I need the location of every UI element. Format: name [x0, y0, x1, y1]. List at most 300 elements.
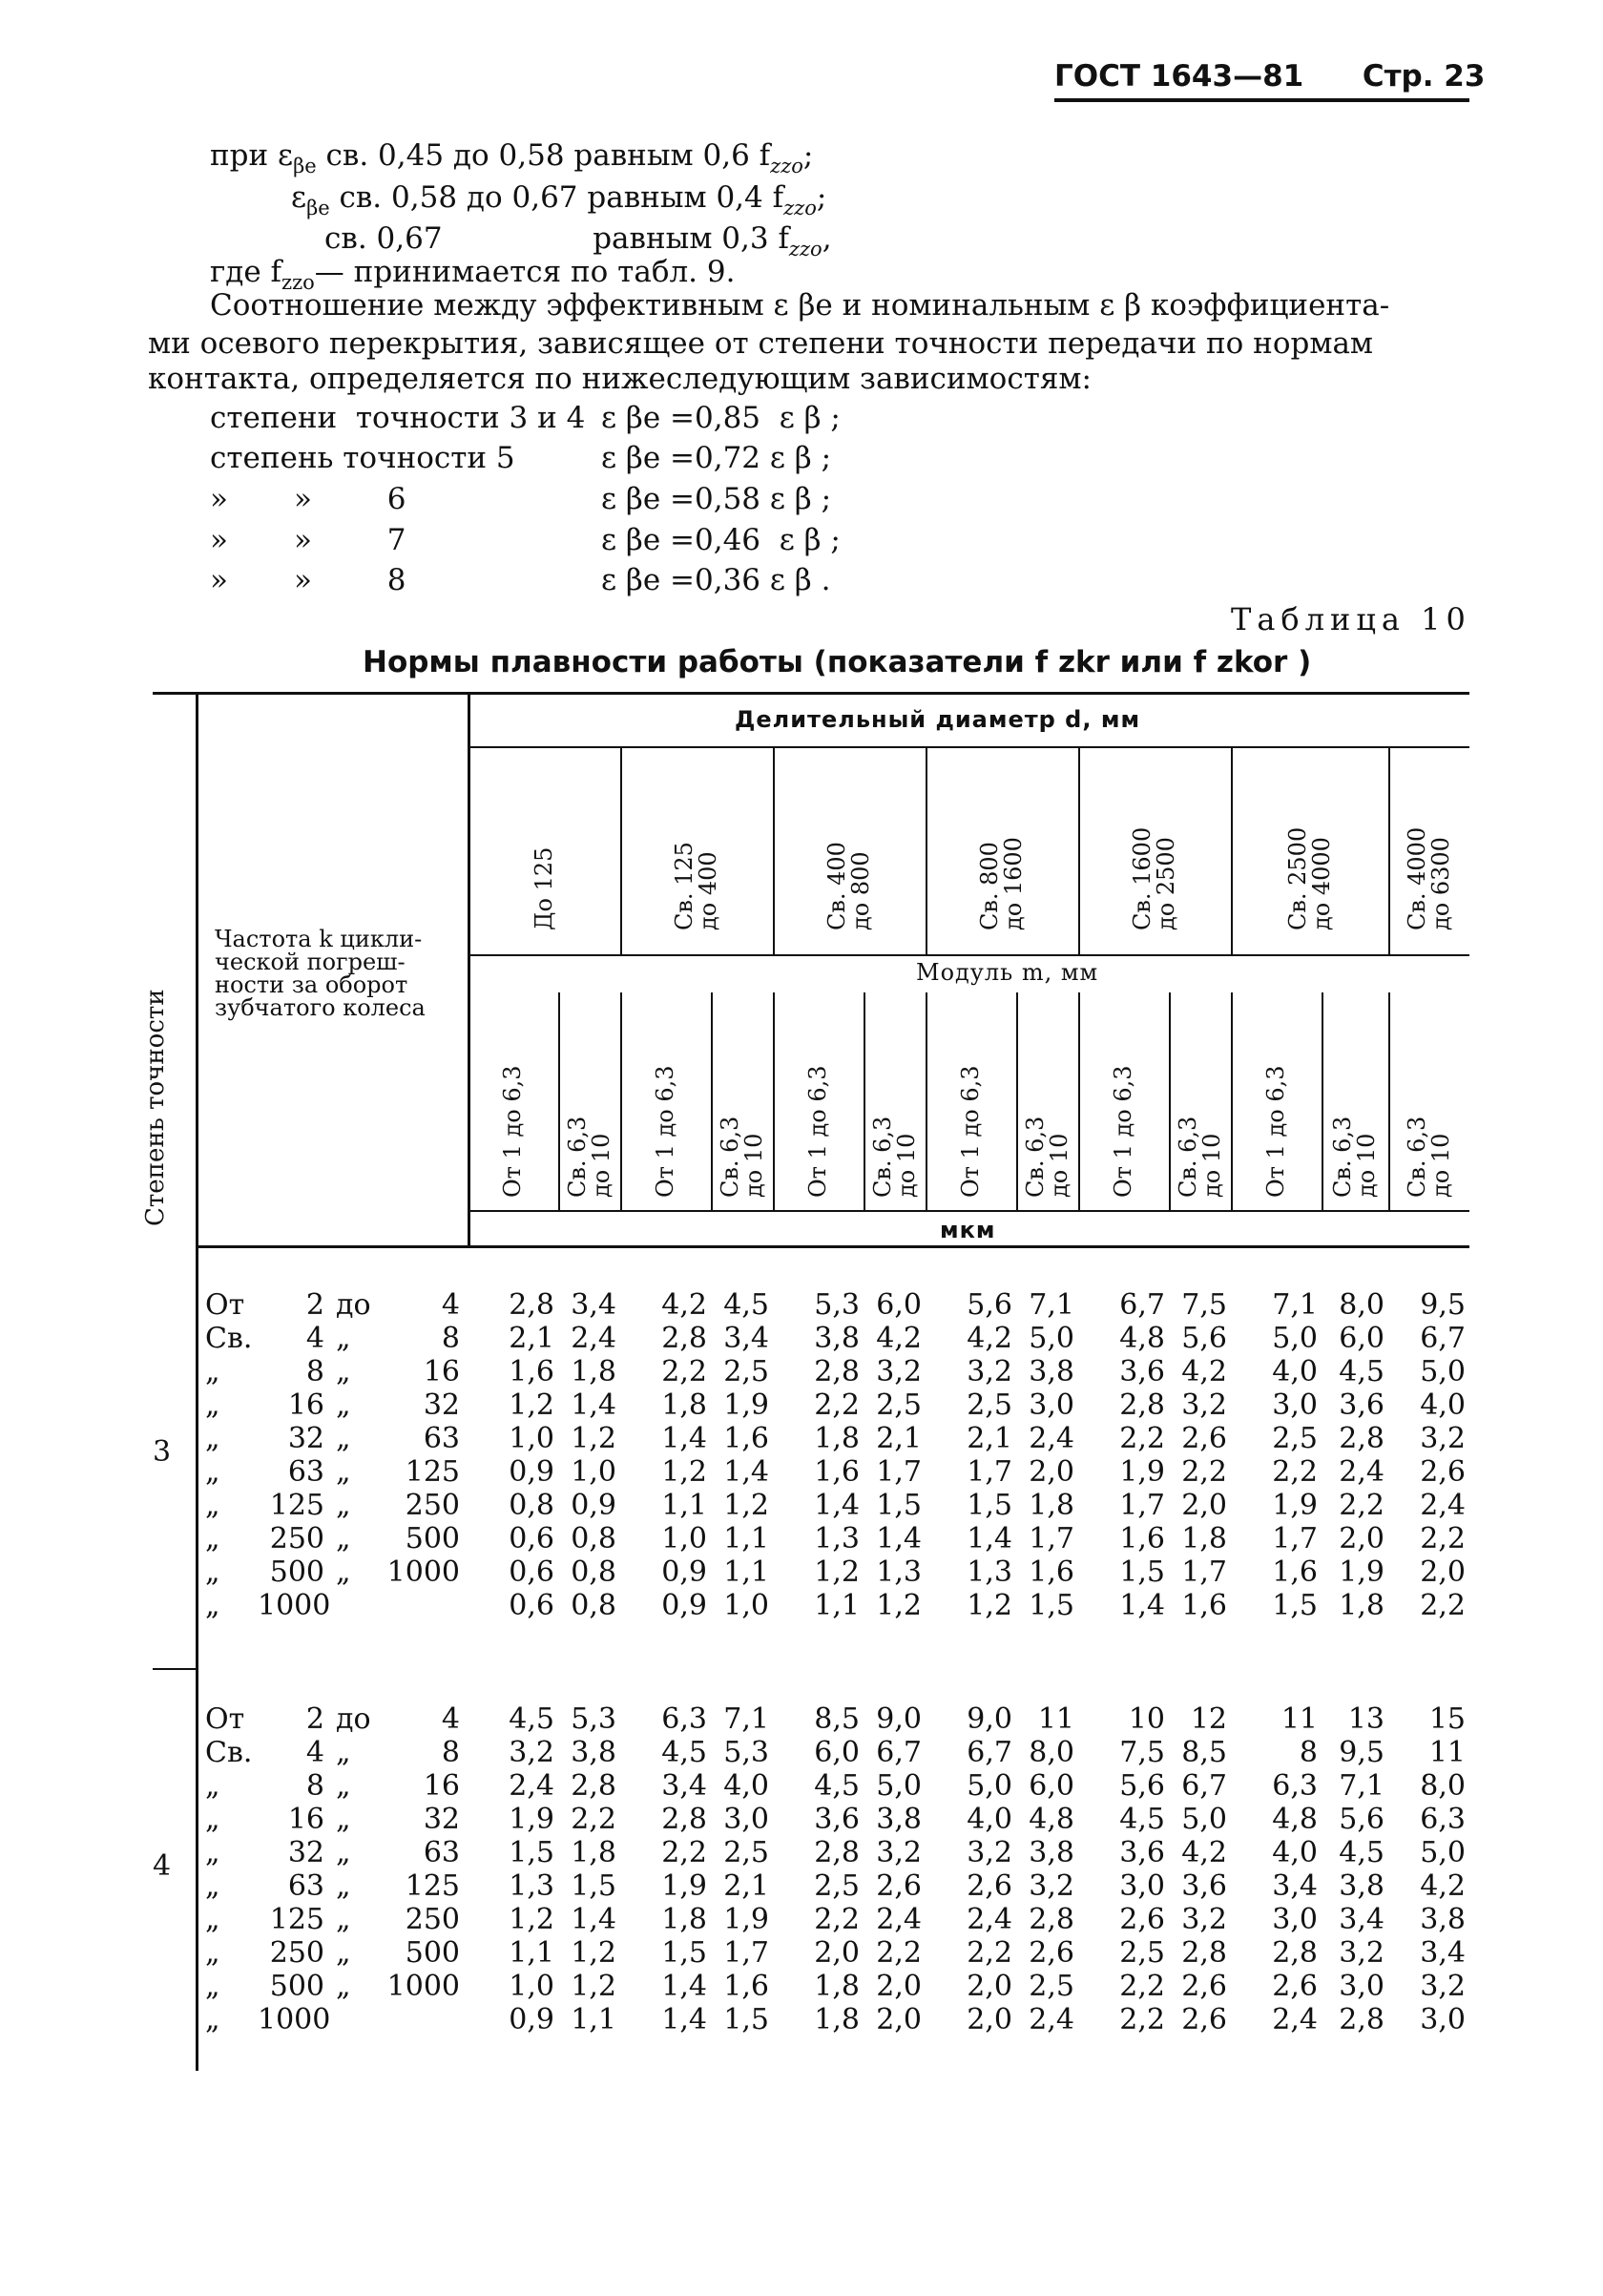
table-cell: 5,0 [876, 1769, 922, 1803]
table-cell: 3,0 [723, 1803, 769, 1836]
table-cell: 3,8 [571, 1736, 616, 1769]
table-cell: 1,3 [876, 1555, 922, 1589]
table-cell: 3,4 [1420, 1936, 1466, 1970]
intro-text: св. 0,58 до 0,67 равным 0,4 f [329, 180, 784, 215]
freq-from: 63 [287, 1869, 324, 1903]
diameter-label [1283, 826, 1335, 930]
header-bottom-rule [196, 1245, 1469, 1248]
freq-from: 8 [305, 1355, 324, 1388]
table-cell: 4,2 [661, 1288, 707, 1322]
table-cell: 1,3 [509, 1869, 554, 1903]
diameter-label [825, 842, 873, 930]
table-cell: 1,2 [509, 1388, 554, 1422]
table-cell: 9,0 [876, 1702, 922, 1736]
freq-from: 250 [269, 1522, 324, 1555]
document-header [1054, 59, 1485, 94]
module-column-rule [926, 992, 927, 1210]
module-column-rule [558, 992, 560, 1210]
table-cell: 1,9 [723, 1388, 769, 1422]
table-cell: 3,4 [661, 1769, 707, 1803]
table-cell: 4,8 [1029, 1803, 1074, 1836]
diameter-label-line: До 125 [530, 846, 557, 930]
freq-to: 8 [441, 1736, 460, 1769]
table-cell: 2,4 [1272, 2003, 1318, 2036]
table-cell: 1,5 [876, 1489, 922, 1522]
freq-sep: „ [336, 1388, 351, 1422]
table-cell: 1,8 [814, 1970, 860, 2003]
freq-prefix: От [205, 1702, 245, 1736]
table-cell: 1,9 [1272, 1489, 1318, 1522]
freq-prefix: Св. [205, 1322, 253, 1355]
table-cell: 2,4 [1420, 1489, 1466, 1522]
freq-from: 125 [269, 1489, 324, 1522]
module-label [868, 1116, 920, 1198]
table-cell: 1,8 [814, 1422, 860, 1455]
freq-from: 16 [287, 1803, 324, 1836]
intro-subscript: βe [293, 155, 317, 177]
module-label-line: до 10 [1426, 1133, 1454, 1198]
table-cell: 2,4 [876, 1903, 922, 1936]
table-cell: 0,6 [509, 1522, 554, 1555]
table-cell: 1,8 [814, 2003, 860, 2036]
module-label [1264, 1065, 1288, 1198]
freq-from: 63 [287, 1455, 324, 1489]
intro-text: ; [802, 138, 814, 173]
module-column-rule [711, 992, 713, 1210]
module-label-line: От 1 до 6,3 [652, 1065, 678, 1198]
table-cell: 11 [1280, 1702, 1318, 1736]
relation-label: » » 7 [210, 523, 406, 557]
table-cell: 5,0 [1181, 1803, 1227, 1836]
table-cell: 5,6 [1339, 1803, 1384, 1836]
table-cell: 9,0 [967, 1702, 1012, 1736]
freq-sep: до [336, 1288, 371, 1322]
table-cell: 1,9 [723, 1903, 769, 1936]
table-cell: 3,2 [509, 1736, 554, 1769]
table-cell: 1,8 [661, 1903, 707, 1936]
table-cell: 1,2 [509, 1903, 554, 1936]
table-cell: 1,5 [1029, 1589, 1074, 1622]
page-number: Стр. 23 [1362, 59, 1486, 94]
table-cell: 7,5 [1181, 1288, 1227, 1322]
table-cell: 6,3 [1420, 1803, 1466, 1836]
table-cell: 3,8 [1029, 1836, 1074, 1869]
module-label-line: Св. 6,3 [1403, 1116, 1430, 1198]
diameter-label [673, 842, 720, 930]
freq-sep: „ [336, 1803, 351, 1836]
intro-text: где f [210, 255, 282, 289]
table-cell: 1,6 [1029, 1555, 1074, 1589]
diameter-label-line: Св. 1600 [1129, 826, 1155, 930]
table-cell: 2,2 [1272, 1455, 1318, 1489]
table-cell: 2,6 [1181, 2003, 1227, 2036]
freq-sep: „ [336, 1970, 351, 2003]
freq-prefix: „ [205, 1455, 220, 1489]
table-cell: 3,2 [1420, 1970, 1466, 2003]
table-cell: 3,2 [1420, 1422, 1466, 1455]
table-cell: 4,5 [723, 1288, 769, 1322]
table-cell: 5,0 [1420, 1836, 1466, 1869]
table-cell: 3,0 [1420, 2003, 1466, 2036]
table-cell: 2,0 [967, 1970, 1012, 2003]
diameter-label [978, 837, 1026, 930]
table-cell: 1,4 [661, 1422, 707, 1455]
table-cell: 5,3 [571, 1702, 616, 1736]
freq-prefix: „ [205, 1970, 220, 2003]
table-cell: 1,5 [1272, 1589, 1318, 1622]
freq-from: 32 [287, 1836, 324, 1869]
table-cell: 1,8 [571, 1355, 616, 1388]
freq-prefix: От [205, 1288, 245, 1322]
table-cell: 0,8 [571, 1522, 616, 1555]
table-cell: 1,6 [1181, 1589, 1227, 1622]
table-cell: 2,8 [661, 1803, 707, 1836]
table-cell: 3,2 [876, 1836, 922, 1869]
table-cell: 3,0 [1339, 1970, 1384, 2003]
frequency-header-line: зубчатого колеса [215, 994, 426, 1021]
table-cell: 6,0 [1339, 1322, 1384, 1355]
table-cell: 2,6 [967, 1869, 1012, 1903]
module-label [806, 1065, 830, 1198]
freq-prefix: Св. [205, 1736, 253, 1769]
table-cell: 3,6 [814, 1803, 860, 1836]
table-cell: 1,6 [509, 1355, 554, 1388]
table-cell: 2,4 [509, 1769, 554, 1803]
gost-number: ГОСТ 1643—81 [1054, 59, 1304, 94]
table-cell: 2,5 [814, 1869, 860, 1903]
table-cell: 1,6 [723, 1970, 769, 2003]
freq-from: 4 [305, 1736, 324, 1769]
table-cell: 3,4 [1272, 1869, 1318, 1903]
table-cell: 5,0 [967, 1769, 1012, 1803]
freq-to: 4 [441, 1702, 460, 1736]
freq-sep: „ [336, 1355, 351, 1388]
table-cell: 8,5 [814, 1702, 860, 1736]
table-caption: Таблица 10 [1231, 601, 1471, 637]
table-cell: 0,8 [571, 1589, 616, 1622]
table-cell: 4,0 [1272, 1836, 1318, 1869]
table-cell: 6,3 [1272, 1769, 1318, 1803]
table-cell: 2,0 [967, 2003, 1012, 2036]
table-cell: 2,8 [1339, 2003, 1384, 2036]
diameter-label-line: до 6300 [1426, 837, 1454, 930]
table-cell: 1,6 [723, 1422, 769, 1455]
diameter-label [532, 847, 556, 930]
relation-label: степень точности 5 [210, 441, 515, 475]
table-cell: 4,2 [1181, 1836, 1227, 1869]
table-cell: 2,2 [571, 1803, 616, 1836]
table-cell: 6,7 [876, 1736, 922, 1769]
diameter-label-line: до 800 [847, 851, 875, 930]
module-label-line: От 1 до 6,3 [957, 1065, 984, 1198]
table-cell: 2,1 [723, 1869, 769, 1903]
table-cell: 2,5 [723, 1355, 769, 1388]
table-cell: 1,2 [967, 1589, 1012, 1622]
diameter-label-line: Св. 800 [976, 842, 1003, 930]
diameter-label-line: до 400 [695, 851, 722, 930]
table-cell: 3,6 [1119, 1355, 1165, 1388]
freq-sep: „ [336, 1322, 351, 1355]
table-cell: 2,8 [1119, 1388, 1165, 1422]
paragraph-line: ми осевого перекрытия, зависящее от степени точности передачи по нормам [148, 326, 1374, 361]
table-cell: 3,8 [1420, 1903, 1466, 1936]
relation-formula: ε βe =0,72 ε β ; [601, 441, 832, 475]
table-cell: 1,5 [509, 1836, 554, 1869]
relation-formula: ε βe =0,36 ε β . [601, 563, 831, 597]
module-label [718, 1117, 766, 1198]
table-cell: 5,6 [967, 1288, 1012, 1322]
freq-prefix: „ [205, 2003, 220, 2036]
table-cell: 2,2 [814, 1903, 860, 1936]
table-cell: 8 [1299, 1736, 1318, 1769]
table-cell: 1,6 [1272, 1555, 1318, 1589]
freq-sep: „ [336, 1769, 351, 1803]
table-cell: 3,4 [571, 1288, 616, 1322]
diameter-column-rule [1231, 746, 1233, 954]
table-cell: 4,2 [1181, 1355, 1227, 1388]
table-cell: 2,2 [1420, 1522, 1466, 1555]
table-cell: 8,0 [1029, 1736, 1074, 1769]
freq-from: 32 [287, 1422, 324, 1455]
module-column-rule [773, 992, 775, 1210]
table-cell: 9,5 [1339, 1736, 1384, 1769]
intro-subscript: βe [306, 197, 330, 219]
freq-prefix: „ [205, 1903, 220, 1936]
header-vertical-rule [468, 692, 470, 1245]
table-cell: 1,7 [1029, 1522, 1074, 1555]
diameter-label-line: Св. 4000 [1403, 826, 1430, 930]
diameter-label-line: Св. 400 [823, 842, 850, 930]
module-label [1405, 1117, 1453, 1198]
table-cell: 1,0 [571, 1455, 616, 1489]
module-label-line: до 10 [1197, 1133, 1225, 1198]
intro-line [291, 180, 827, 219]
freq-sep: „ [336, 1736, 351, 1769]
table-cell: 2,5 [1029, 1970, 1074, 2003]
table-cell: 5,3 [814, 1288, 860, 1322]
table-cell: 4,5 [1339, 1355, 1384, 1388]
table-cell: 3,6 [1339, 1388, 1384, 1422]
freq-sep: до [336, 1702, 371, 1736]
table-cell: 3,2 [967, 1836, 1012, 1869]
table-cell: 6,7 [1119, 1288, 1165, 1322]
table-cell: 2,2 [814, 1388, 860, 1422]
module-label-line: От 1 до 6,3 [499, 1065, 526, 1198]
table-cell: 12 [1190, 1702, 1227, 1736]
module-column-rule [1388, 992, 1390, 1210]
table-cell: 6,7 [1181, 1769, 1227, 1803]
table-cell: 3,0 [1272, 1903, 1318, 1936]
table-cell: 2,4 [1029, 1422, 1074, 1455]
table-cell: 11 [1037, 1702, 1074, 1736]
freq-from: 500 [269, 1555, 324, 1589]
unit-header: мкм [940, 1217, 996, 1243]
freq-to: 125 [405, 1869, 460, 1903]
freq-from: 500 [269, 1970, 324, 2003]
freq-prefix: „ [205, 1869, 220, 1903]
table-cell: 2,8 [1181, 1936, 1227, 1970]
table-cell: 2,2 [661, 1836, 707, 1869]
freq-from: 2 [305, 1702, 324, 1736]
intro-text: св. 0,45 до 0,58 равным 0,6 f [316, 138, 771, 173]
table-cell: 1,7 [967, 1455, 1012, 1489]
table-cell: 3,8 [814, 1322, 860, 1355]
table-cell: 0,9 [661, 1555, 707, 1589]
table-cell: 1,1 [814, 1589, 860, 1622]
table-cell: 3,2 [1181, 1903, 1227, 1936]
freq-sep: „ [336, 1422, 351, 1455]
intro-subscript: zzo [281, 271, 315, 294]
table-cell: 2,2 [1119, 2003, 1165, 2036]
table-cell: 5,0 [1029, 1322, 1074, 1355]
freq-prefix: „ [205, 1803, 220, 1836]
freq-from: 16 [287, 1388, 324, 1422]
table-cell: 2,4 [967, 1903, 1012, 1936]
table-cell: 1,5 [1119, 1555, 1165, 1589]
module-column-rule [1169, 992, 1171, 1210]
freq-prefix: „ [205, 1355, 220, 1388]
table-cell: 2,5 [1272, 1422, 1318, 1455]
table-cell: 1,8 [571, 1836, 616, 1869]
table-cell: 4,0 [1272, 1355, 1318, 1388]
table-cell: 1,2 [876, 1589, 922, 1622]
table-cell: 1,7 [1181, 1555, 1227, 1589]
table-cell: 3,0 [1119, 1869, 1165, 1903]
frequency-header-line: ческой погреш- [215, 949, 406, 975]
freq-to: 32 [423, 1803, 460, 1836]
table-cell: 5,6 [1119, 1769, 1165, 1803]
table-cell: 2,5 [967, 1388, 1012, 1422]
table-cell: 2,5 [1119, 1936, 1165, 1970]
paragraph-line: Соотношение между эффективным ε βe и номинальным ε β коэффициента- [210, 288, 1390, 323]
table-cell: 2,6 [1181, 1970, 1227, 2003]
table-cell: 9,5 [1420, 1288, 1466, 1322]
relation-label: » » 8 [210, 563, 406, 597]
freq-sep: „ [336, 1522, 351, 1555]
module-label-line: Св. 6,3 [1021, 1116, 1049, 1198]
diameter-label-line: Св. 2500 [1283, 826, 1311, 930]
diameter-label-line: до 1600 [1000, 837, 1028, 930]
module-label [501, 1065, 525, 1198]
table-cell: 3,0 [1272, 1388, 1318, 1422]
table-cell: 4,0 [1420, 1388, 1466, 1422]
table-cell: 1,0 [723, 1589, 769, 1622]
intro-text: , [822, 221, 832, 256]
freq-to: 125 [405, 1455, 460, 1489]
table-cell: 1,8 [1029, 1489, 1074, 1522]
table-cell: 8,0 [1339, 1288, 1384, 1322]
table-cell: 1,1 [509, 1936, 554, 1970]
table-cell: 1,2 [661, 1455, 707, 1489]
table-cell: 1,8 [1181, 1522, 1227, 1555]
module-label [654, 1065, 677, 1198]
freq-prefix: „ [205, 1555, 220, 1589]
table-cell: 1,2 [571, 1970, 616, 2003]
table-cell: 0,9 [571, 1489, 616, 1522]
table-cell: 2,2 [1119, 1970, 1165, 2003]
module-label [1021, 1116, 1072, 1198]
freq-prefix: „ [205, 1836, 220, 1869]
table-cell: 13 [1347, 1702, 1384, 1736]
table-cell: 2,6 [876, 1869, 922, 1903]
table-cell: 4,2 [1420, 1869, 1466, 1903]
freq-sep: „ [336, 1489, 351, 1522]
table-cell: 4,5 [509, 1702, 554, 1736]
freq-sep: „ [336, 1903, 351, 1936]
table-cell: 5,0 [1420, 1355, 1466, 1388]
table-cell: 1,5 [967, 1489, 1012, 1522]
group-separator [153, 1668, 196, 1670]
module-label-line: Св. 6,3 [563, 1116, 591, 1198]
relation-formula: ε βe =0,46 ε β ; [601, 523, 841, 557]
module-label-line: до 10 [587, 1133, 614, 1198]
module-label [563, 1116, 614, 1198]
diameter-column-rule [1388, 746, 1390, 954]
freq-to: 4 [441, 1288, 460, 1322]
table-cell: 2,1 [509, 1322, 554, 1355]
table-cell: 2,6 [1029, 1936, 1074, 1970]
degree-value: 4 [153, 1848, 172, 1883]
table-cell: 5,6 [1181, 1322, 1227, 1355]
diameter-label [1405, 827, 1453, 930]
table-cell: 2,6 [1272, 1970, 1318, 2003]
table-cell: 2,8 [571, 1769, 616, 1803]
table-cell: 1,4 [876, 1522, 922, 1555]
diameter-header: Делительный диаметр d, мм [735, 706, 1141, 733]
diameter-column-rule [926, 746, 927, 954]
table-cell: 2,5 [876, 1388, 922, 1422]
table-cell: 2,6 [1119, 1903, 1165, 1936]
table-cell: 1,2 [723, 1489, 769, 1522]
freq-to: 500 [405, 1936, 460, 1970]
table-cell: 2,8 [814, 1836, 860, 1869]
intro-line [324, 221, 832, 261]
table-cell: 2,2 [1420, 1589, 1466, 1622]
table-cell: 1,2 [571, 1422, 616, 1455]
table-cell: 2,8 [814, 1355, 860, 1388]
table-cell: 2,0 [876, 2003, 922, 2036]
table-cell: 4,2 [876, 1322, 922, 1355]
table-cell: 1,9 [661, 1869, 707, 1903]
module-label-line: Св. 6,3 [716, 1116, 743, 1198]
module-column-rule [620, 992, 622, 1210]
table-cell: 1,8 [1339, 1589, 1384, 1622]
module-label [959, 1065, 983, 1198]
freq-from: 2 [305, 1288, 324, 1322]
table-cell: 1,3 [814, 1522, 860, 1555]
table-cell: 3,4 [723, 1322, 769, 1355]
table-cell: 1,4 [723, 1455, 769, 1489]
freq-to: 1000 [386, 1555, 460, 1589]
table-cell: 4,8 [1272, 1803, 1318, 1836]
freq-prefix: „ [205, 1388, 220, 1422]
frequency-header [215, 928, 463, 1019]
table-cell: 1,1 [723, 1522, 769, 1555]
degree-column-rule [196, 692, 198, 2071]
module-label-line: От 1 до 6,3 [1262, 1065, 1289, 1198]
table-cell: 1,4 [967, 1522, 1012, 1555]
freq-to: 8 [441, 1322, 460, 1355]
table-cell: 4,8 [1119, 1322, 1165, 1355]
table-cell: 6,0 [876, 1288, 922, 1322]
table-cell: 11 [1428, 1736, 1466, 1769]
table-top-rule [153, 692, 1469, 695]
intro-text: — принимается по табл. 9. [314, 255, 736, 289]
table-cell: 2,8 [1029, 1903, 1074, 1936]
table-cell: 2,4 [1339, 1455, 1384, 1489]
table-cell: 0,8 [509, 1489, 554, 1522]
table-cell: 7,1 [1272, 1288, 1318, 1322]
